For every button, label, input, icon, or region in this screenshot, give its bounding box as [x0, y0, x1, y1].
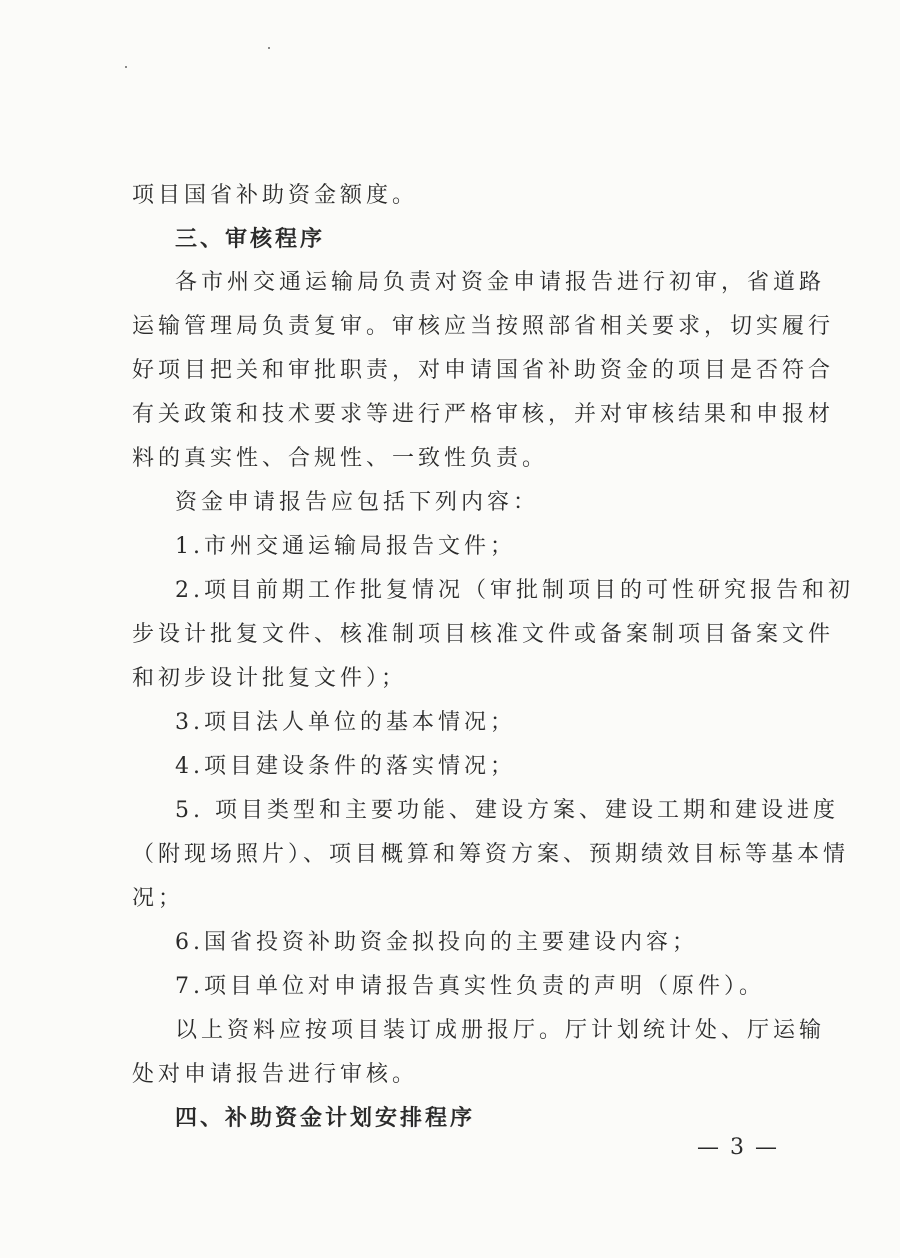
paragraph-line: 项目国省补助资金额度。	[132, 183, 419, 208]
list-item-continuation: 和初步设计批复文件）；	[132, 666, 408, 691]
list-item-continuation: （附现场照片）、项目概算和筹资方案、预期绩效目标等基本情	[132, 842, 850, 867]
paragraph-line: 处对申请报告进行审核。	[132, 1062, 419, 1087]
list-item-continuation: 步设计批复文件、核准制项目核准文件或备案制项目备案文件	[132, 622, 835, 647]
page-number: — 3 —	[697, 1135, 779, 1160]
paragraph-line: 资金申请报告应包括下列内容：	[175, 490, 540, 515]
list-item: 5. 项目类型和主要功能、建设方案、建设工期和建设进度	[175, 798, 839, 823]
list-item-continuation: 况；	[132, 886, 185, 911]
list-item: 4.项目建设条件的落实情况；	[175, 754, 516, 779]
paragraph-line: 运输管理局负责复审。审核应当按照部省相关要求，切实履行	[132, 314, 835, 339]
scan-speck	[125, 66, 127, 68]
list-item: 2.项目前期工作批复情况（审批制项目的可性研究报告和初	[175, 578, 854, 603]
paragraph-line: 以上资料应按项目装订成册报厅。厅计划统计处、厅运输	[175, 1018, 826, 1043]
list-item: 7.项目单位对申请报告真实性负责的声明（原件）。	[175, 974, 765, 999]
paragraph-line: 料的真实性、合规性、一致性负责。	[132, 446, 549, 471]
section-heading-subsidy-plan: 四、补助资金计划安排程序	[175, 1106, 476, 1131]
section-heading-review-procedure: 三、审核程序	[175, 227, 326, 252]
list-item: 1.市州交通运输局报告文件；	[175, 534, 516, 559]
paragraph-line: 有关政策和技术要求等进行严格审核，并对审核结果和申报材	[132, 402, 835, 427]
paragraph-line: 各市州交通运输局负责对资金申请报告进行初审，省道路	[175, 270, 826, 295]
list-item: 6.国省投资补助资金拟投向的主要建设内容；	[175, 930, 698, 955]
paragraph-line: 好项目把关和审批职责，对申请国省补助资金的项目是否符合	[132, 358, 835, 383]
scan-speck	[268, 47, 270, 49]
list-item: 3.项目法人单位的基本情况；	[175, 710, 516, 735]
